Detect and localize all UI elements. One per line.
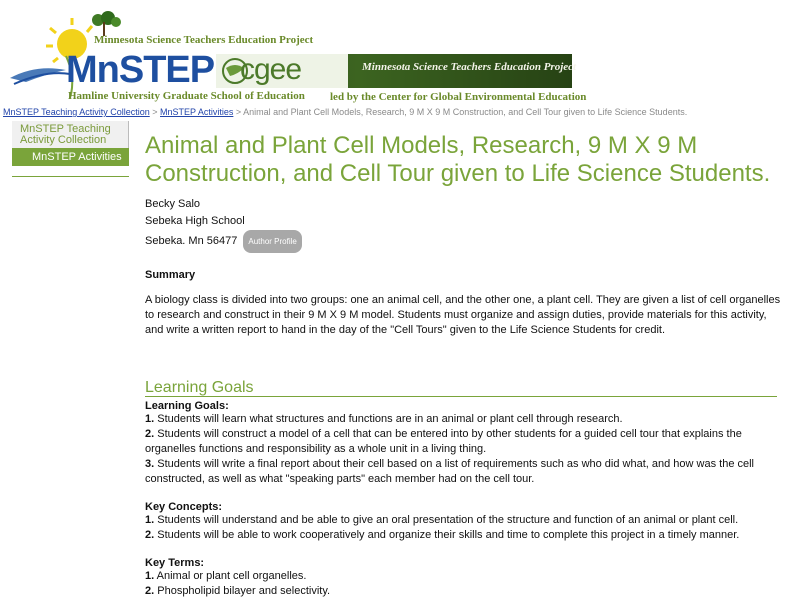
term-text: Animal or plant cell organelles. [154, 570, 307, 582]
goal-text: Students will construct a model of a cell that can be entered into by other students for a guided cell tour that explains the organelles functions and responsibility as a whole unit in a living thing. [145, 428, 742, 455]
concept-text: Students will understand and be able to give an oral presentation of the structure and function of an animal or plant cell. [154, 514, 739, 526]
nav-divider [12, 176, 129, 177]
goal-item [145, 427, 785, 457]
section-divider [145, 396, 777, 397]
goal-number: 3. [145, 458, 155, 470]
learning-goals-subheading: Learning Goals: [145, 400, 229, 412]
banner-project-title: Minnesota Science Teachers Education Project [94, 34, 314, 46]
breadcrumb-link-collection[interactable]: MnSTEP Teaching Activity Collection [3, 107, 150, 117]
banner-hamline-text: Hamline University Graduate School of Education [68, 90, 305, 102]
goal-text: Students will learn what structures and functions are in an animal or plant cell through research. [154, 413, 623, 425]
breadcrumb [3, 107, 687, 117]
cgee-led-by-text: led by the Center for Global Environmental Education [330, 91, 587, 103]
nav-item-activities[interactable]: MnSTEP Activities [12, 148, 129, 166]
key-terms-heading: Key Terms: [145, 557, 205, 569]
cgee-project-text: Minnesota Science Teachers Education Project [362, 61, 577, 73]
concept-number: 2. [145, 529, 155, 541]
summary-heading: Summary [145, 269, 196, 281]
author-name: Becky Salo [145, 198, 201, 210]
concept-item [145, 528, 785, 543]
concept-item [145, 513, 785, 528]
breadcrumb-current: Animal and Plant Cell Models, Research, 9 M X 9 M Construction, and Cell Tour given to Life Science Students. [243, 107, 688, 117]
nav-item-collection-label-2: Activity Collection [20, 134, 107, 146]
breadcrumb-separator: > [233, 107, 244, 117]
term-number: 2. [145, 585, 155, 597]
summary-text: A biology class is divided into two groups: one an animal cell, and the other one, a plant cell. They are given a list of cell organelles to research and construct in their 9 M X 9 M model. Students must organize and assign duties, provide materials for this activity, and write a written report to hand in the day of the "Cell Tours" given to the Life Science Students for credit. [145, 294, 781, 336]
breadcrumb-link-activities[interactable]: MnSTEP Activities [160, 107, 234, 117]
breadcrumb-separator: > [149, 107, 161, 117]
concept-text: Students will be able to work cooperatively and organize their skills and time to complete this project in a timely manner. [154, 529, 740, 541]
term-item [145, 584, 785, 599]
goal-item [145, 412, 785, 427]
page-title: Animal and Plant Cell Models, Research, 9 M X 9 M Construction, and Cell Tour given to Life Science Students. [145, 132, 771, 187]
nav-item-collection-label-1: MnSTEP Teaching [20, 123, 111, 135]
main-content [145, 132, 785, 599]
author-school: Sebeka High School [145, 215, 245, 227]
concept-number: 1. [145, 514, 155, 526]
author-info [145, 196, 785, 253]
goal-text: Students will write a final report about their cell based on a list of requirements such as who did what, and how was the cell constructed, as well as what "speaking parts" each member had on the cell tour. [145, 458, 755, 485]
term-item [145, 569, 785, 584]
author-location: Sebeka. Mn 56477 [145, 235, 238, 247]
learning-goals-heading: Learning Goals [145, 379, 254, 396]
goal-number: 2. [145, 428, 155, 440]
goal-item [145, 457, 785, 487]
term-number: 1. [145, 570, 155, 582]
site-banner [0, 0, 800, 106]
author-profile-button[interactable]: Author Profile [243, 230, 301, 253]
mnstep-logo-text[interactable]: MnSTEP [66, 49, 215, 91]
key-concepts-heading: Key Concepts: [145, 501, 223, 513]
cgee-logo-text: cgee [240, 53, 302, 86]
nav-item-collection[interactable] [12, 121, 129, 148]
goal-number: 1. [145, 413, 155, 425]
term-text: Phospholipid bilayer and selectivity. [154, 585, 331, 597]
left-nav [12, 121, 129, 177]
